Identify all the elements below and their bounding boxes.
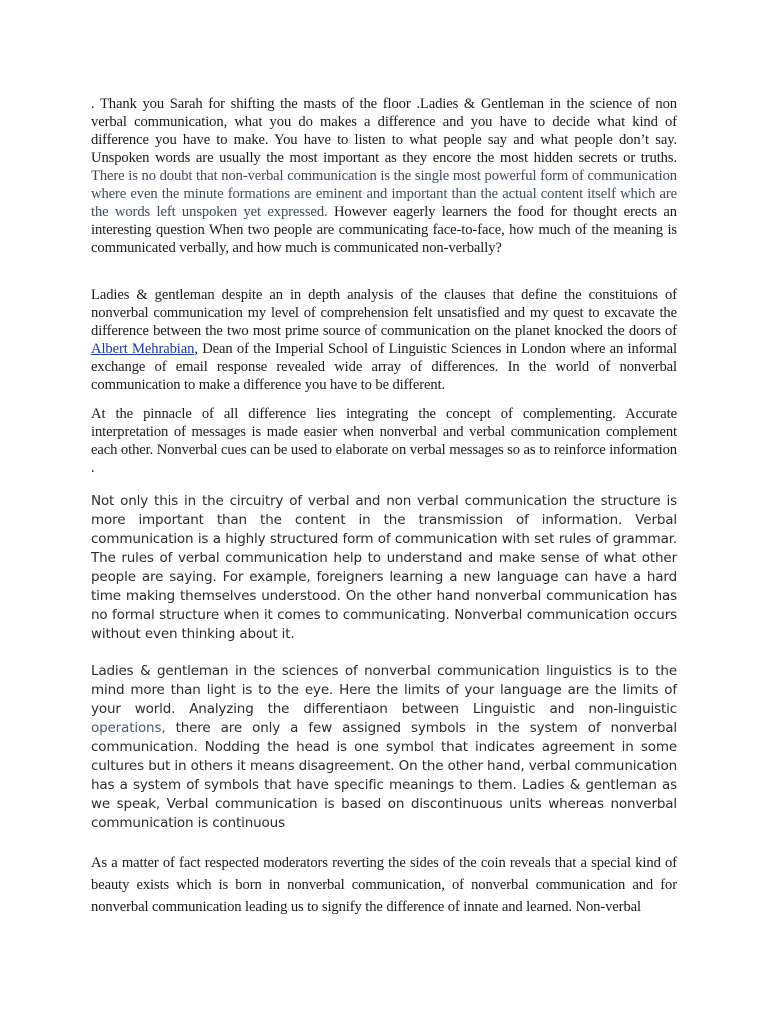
- paragraph-complementing: [91, 405, 677, 477]
- paragraph-structure: [91, 492, 677, 644]
- intro-text: . Thank you Sarah for shifting the masts of the floor .Ladies & Gentleman in the science of non verbal communication, what you do makes a difference and you have to decide what kind of difference you have to make. You have to listen to what people say and what people don’t say. Unspoken words are usually the most important as they encore the most hidden secrets or truths.: [91, 96, 677, 166]
- linguistics-text-start: Ladies & gentleman in the sciences of nonverbal communication linguistics is to the mind more than light is to the eye. Here the limits of your language are the limits of your world. Analyzing the differentiaon between: [91, 663, 677, 717]
- operations-term: operations,: [91, 720, 166, 736]
- albert-mehrabian-link[interactable]: Albert Mehrabian: [91, 341, 195, 357]
- highlighted-quote-text: There is no doubt that non-verbal communication is the single most powerful form of communication where even the minute formations are eminent and important than the actual content itself which are the words left unspoken yet expressed.: [91, 168, 677, 220]
- structure-text: Not only this in the circuitry of verbal and non verbal communication the structure is more important than the content in the transmission of information. Verbal communication is a highly structured form of communication with set rules of grammar. The rules of verbal communication help to understand and make sense of what other people are saying. For example, foreigners learning a new language can have a hard time making themselves understood. On the other hand nonverbal communication has no formal structure when it comes to communicating. Nonverbal communication occurs without even thinking about it.: [91, 493, 677, 642]
- linguistic-term: Linguistic and non-linguistic: [472, 701, 677, 717]
- paragraph-beauty: [91, 852, 677, 918]
- complementing-text: At the pinnacle of all difference lies integrating the concept of complementing. Accurate interpretation of messages is made easier when nonverbal and verbal communication complement each other. Nonverbal cues can be used to elaborate on verbal messages so as to reinforce information .: [91, 406, 677, 476]
- paragraph-linguistics: [91, 662, 677, 833]
- mehrabian-text-end: , Dean of the Imperial School of Linguistic Sciences in London where an informal exchange of email response revealed wide array of differences. In the world of nonverbal communication to make a difference you have to be different.: [91, 341, 678, 393]
- linguistics-text-end: there are only a few assigned symbols in the system of nonverbal communication. Nodding the head is one symbol that indicates agreement in some cultures but in others it means disagreement. On the other hand, verbal communication has a system of symbols that have specific meanings to them. Ladies & gentleman as we speak, Verbal communication is based on discontinuous units whereas nonverbal communication is continuous: [91, 720, 677, 831]
- paragraph-mehrabian: [91, 286, 677, 394]
- mehrabian-text-start: Ladies & gentleman despite an in depth analysis of the clauses that define the constituions of nonverbal communication my level of comprehension felt unsatisfied and my quest to excavate the difference between the two most prime source of communication on the planet knocked the doors of: [91, 287, 677, 339]
- paragraph-intro: [91, 95, 677, 257]
- beauty-text: As a matter of fact respected moderators reverting the sides of the coin reveals that a special kind of beauty exists which is born in nonverbal communication, of nonverbal communication and for nonverbal communication leading us to signify the difference of innate and learned. Non-verbal: [91, 855, 677, 915]
- intro-question-text: However eagerly learners the food for thought erects an interesting question When two people are communicating face-to-face, how much of the meaning is communicated verbally, and how much is communicated non-verbally?: [91, 204, 677, 256]
